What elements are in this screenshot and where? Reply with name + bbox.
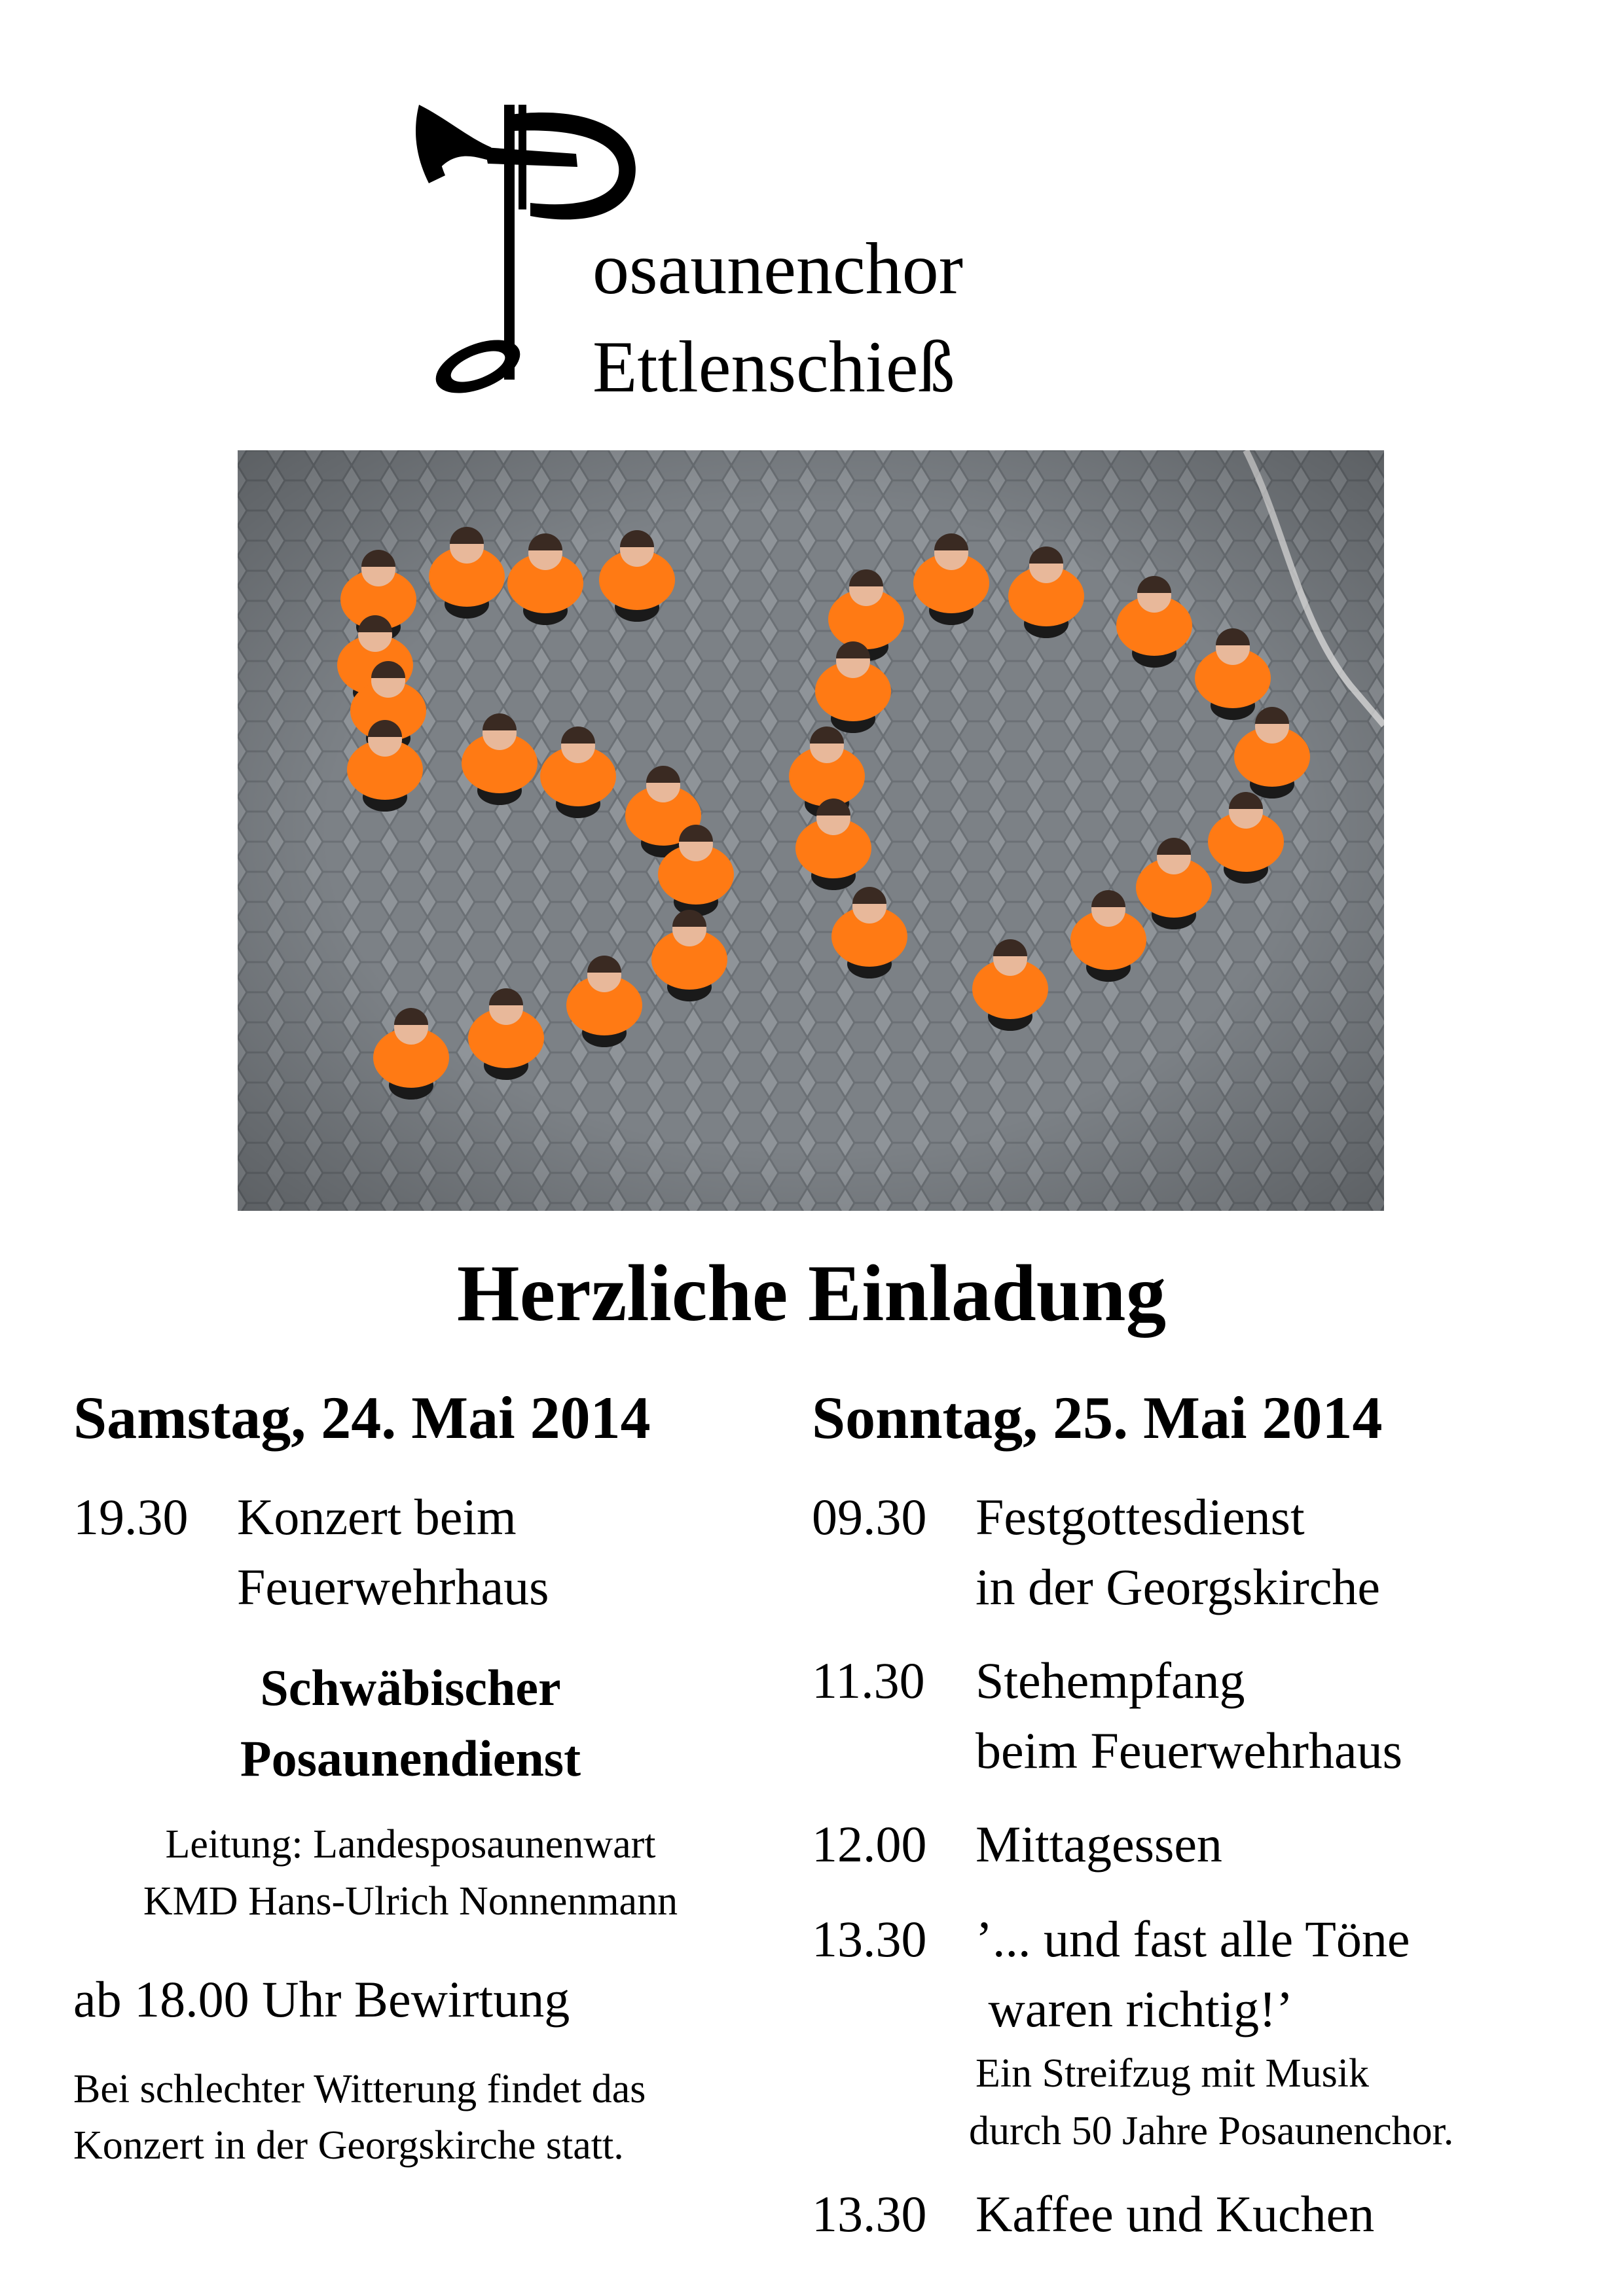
- conductor-info: [73, 1816, 748, 1930]
- lead-line2: KMD Hans-Ulrich Nonnenmann: [143, 1878, 678, 1924]
- sunday-item-desc: [976, 1646, 1402, 1786]
- logo-text-line2: Ettlenschieß: [593, 327, 955, 408]
- catering-info: ab 18.00 Uhr Bewirtung: [73, 1971, 570, 2028]
- sunday-item-time: 12.00: [812, 1816, 927, 1873]
- logo-text-line1: osaunenchor: [593, 228, 964, 310]
- sunday-item-line1: Kaffee und Kuchen: [976, 2185, 1375, 2242]
- sunday-item-line1: Festgottesdienst: [976, 1488, 1305, 1545]
- sunday-item-time: 13.30: [812, 2185, 927, 2242]
- sunday-item-sub1: Ein Streifzug mit Musik: [976, 2051, 1370, 2096]
- sunday-item-line2: in der Georgskirche: [976, 1558, 1381, 1615]
- sunday-item-line1: Mittagessen: [976, 1816, 1222, 1873]
- guest-ensemble: [73, 1653, 748, 1793]
- sunday-item-desc: [976, 1810, 1222, 1880]
- sunday-item-time: 13.30: [812, 1910, 927, 1967]
- sunday-item-line2: waren richtig!’: [976, 1980, 1294, 2037]
- saturday-heading: Samstag, 24. Mai 2014: [73, 1384, 651, 1451]
- saturday-time: 19.30: [73, 1488, 189, 1545]
- sunday-item-time: 09.30: [812, 1488, 927, 1545]
- sunday-item-desc: [976, 2179, 1374, 2250]
- sunday-item-line2: beim Feuerwehrhaus: [976, 1721, 1402, 1779]
- sunday-item-desc: [969, 1905, 1454, 2160]
- guest-line2: Posaunendienst: [240, 1729, 581, 1787]
- sunday-heading: Sonntag, 25. Mai 2014: [812, 1384, 1383, 1451]
- note-line2: Konzert in der Georgskirche statt.: [73, 2123, 624, 2168]
- weather-note: [73, 2062, 646, 2174]
- sunday-item-line1: ’... und fast alle Töne: [976, 1910, 1410, 1967]
- sunday-item-time: 11.30: [812, 1652, 925, 1709]
- sunday-item-line1: Stehempfang: [976, 1652, 1245, 1709]
- group-photo: [238, 450, 1384, 1211]
- saturday-event-line1: Konzert beim: [237, 1488, 517, 1545]
- sunday-item-desc: [976, 1482, 1380, 1623]
- saturday-event-line2: Feuerwehrhaus: [237, 1558, 549, 1615]
- note-line1: Bei schlechter Witterung findet das: [73, 2067, 646, 2111]
- lead-line1: Leitung: Landesposaunenwart: [165, 1822, 656, 1867]
- headline: Herzliche Einladung: [456, 1248, 1167, 1338]
- guest-line1: Schwäbischer: [260, 1659, 561, 1716]
- saturday-event: [237, 1482, 549, 1623]
- sunday-item-sub2: durch 50 Jahre Posaunenchor.: [969, 2108, 1454, 2153]
